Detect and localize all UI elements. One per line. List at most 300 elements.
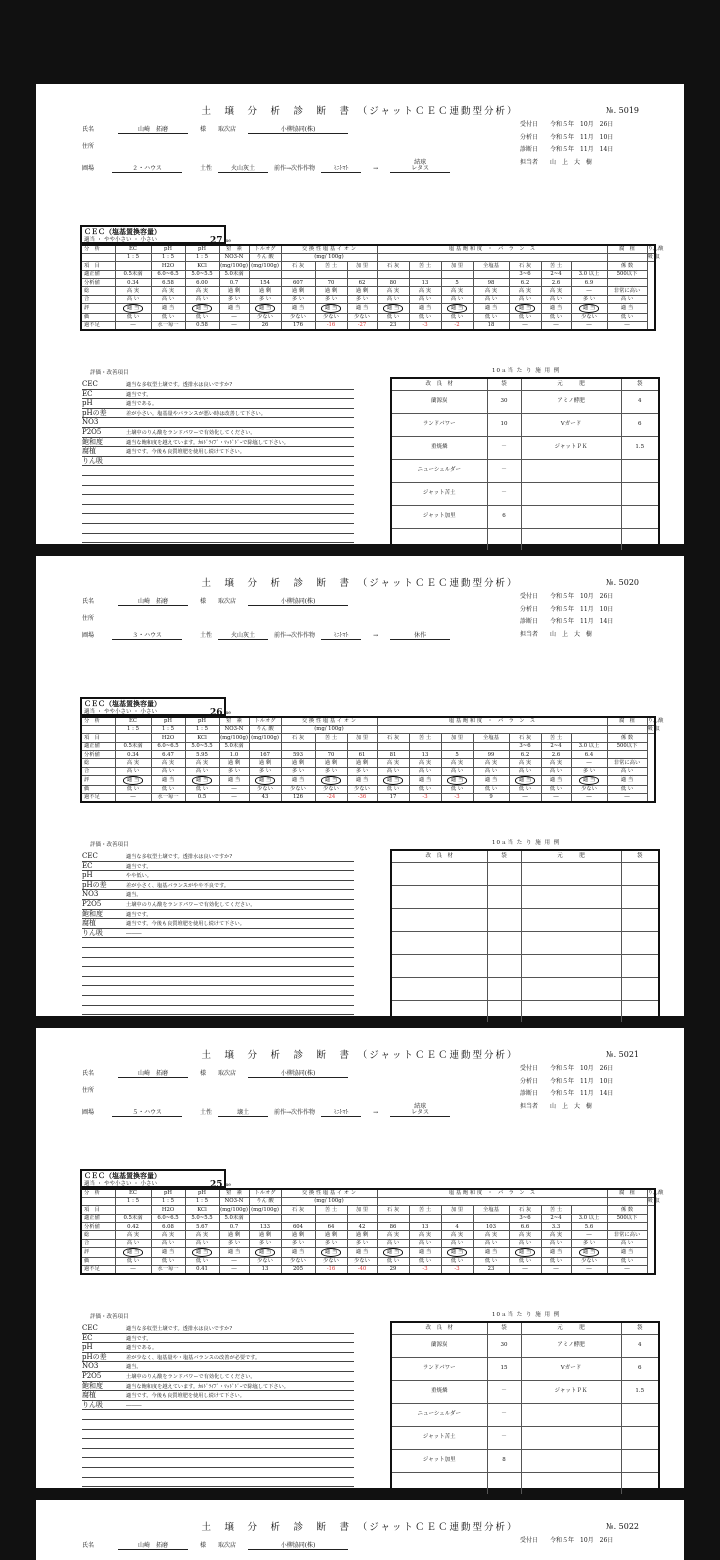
analysis-table: [80, 244, 664, 331]
remedy-table: [390, 849, 660, 1024]
table-cell: [571, 1206, 607, 1214]
evaluation-line: [82, 1478, 354, 1488]
evaluation-line: [82, 986, 354, 996]
remedy-cell: [521, 954, 621, 977]
table-cell: [377, 1197, 607, 1205]
remedy-header-cell: 改 良 材: [391, 378, 487, 390]
table-cell: 500以下: [607, 742, 647, 750]
remedy-header-cell: 元 肥: [521, 378, 621, 390]
table-cell: ―: [115, 1265, 151, 1273]
table-cell: [115, 1206, 151, 1214]
table-cell: ―: [509, 1265, 541, 1273]
table-cell: 石 灰: [509, 1206, 541, 1214]
table-cell: 過 剰: [249, 759, 281, 767]
table-cell: 593: [281, 751, 315, 759]
evaluation-line: [82, 862, 354, 872]
table-cell: [607, 751, 647, 759]
remedy-row: [391, 885, 659, 908]
table-cell: 過 剰: [281, 287, 315, 295]
remedy-cell: [621, 977, 659, 1000]
date-row: 診断日 令和５年 11月 14日: [520, 618, 614, 625]
table-cell: 高 実: [151, 1231, 185, 1239]
table-cell: 高 実: [441, 287, 473, 295]
table-cell: 29: [377, 1265, 409, 1273]
evaluation-line: [82, 1420, 354, 1430]
table-cell: 高 実: [185, 1231, 219, 1239]
table-cell: 86: [377, 1223, 409, 1231]
table-cell: 評: [81, 304, 115, 313]
table-cell: 多 い: [571, 1239, 607, 1247]
table-cell: 塩 基 飽 和 度 ・ バ ラ ン ス: [377, 1189, 607, 1197]
table-cell: 13: [409, 751, 441, 759]
table-cell: 窒 素: [219, 1189, 249, 1197]
remedy-row: [391, 1000, 659, 1023]
table-cell: 0.5未満: [115, 742, 151, 750]
table-cell: ―: [571, 1231, 607, 1239]
table-cell: 適 当: [219, 1248, 249, 1257]
evaluation-line: [82, 505, 354, 515]
evaluation-line: [82, 514, 354, 524]
remedy-cell: [487, 1472, 521, 1495]
evaluation-row: [81, 785, 655, 793]
table-cell: [607, 725, 647, 733]
table-cell: 81: [377, 751, 409, 759]
evaluation-key: pHの差: [82, 880, 107, 889]
table-cell: 高 い: [509, 767, 541, 775]
person-row: 担当者 山 上 大 樹: [520, 158, 593, 166]
table-cell: [571, 304, 607, 313]
table-cell: NO3-N: [219, 253, 249, 261]
remedy-cell: [621, 482, 659, 505]
table-cell: -3: [409, 793, 441, 801]
table-cell: 少ない: [315, 785, 347, 793]
evaluation-line: [82, 910, 354, 920]
table-cell: 126: [281, 793, 315, 801]
table-cell: 1 : 5: [185, 1197, 219, 1205]
table-cell: 腐 植: [607, 1189, 647, 1197]
evaluation-line: [82, 1401, 354, 1411]
table-cell: 分 析: [81, 245, 115, 253]
analysis-table: [80, 716, 664, 803]
remedy-cell: [621, 528, 659, 551]
remedy-cell: [621, 1403, 659, 1426]
table-cell: ―: [571, 287, 607, 295]
table-cell: 167: [249, 751, 281, 759]
date-row: 分析日 令和５年 11月 10日: [520, 605, 614, 613]
evaluation-list: [82, 852, 354, 1015]
table-cell: 過不足: [81, 321, 115, 329]
table-cell: 水一毎一: [151, 321, 185, 329]
remedy-cell: [521, 528, 621, 551]
report-title: 土 壌 分 析 診 断 書 （ジャットＣＥＣ連動型分析）: [201, 578, 519, 589]
table-cell: 過 剰: [281, 1231, 315, 1239]
table-cell: 0.58: [185, 321, 219, 329]
table-cell: 少ない: [347, 785, 377, 793]
table-cell: 低 い: [377, 313, 409, 321]
table-cell: [115, 1248, 151, 1257]
table-cell: 適 当: [607, 304, 647, 313]
table-cell: 低 い: [377, 785, 409, 793]
table-cell: [81, 725, 115, 733]
table-cell: 高 い: [185, 295, 219, 303]
evaluation-row: [81, 767, 655, 775]
evaluation-key: りん吸: [82, 928, 103, 937]
remedy-cell: ジャット加里: [391, 505, 487, 528]
evaluation-row: [81, 304, 655, 313]
remedy-cell: 10: [487, 413, 521, 436]
shortage-row: [81, 1265, 655, 1273]
table-cell: 23: [377, 321, 409, 329]
table-cell: [441, 270, 473, 278]
remedy-cell: [521, 1449, 621, 1472]
table-cell: 交 換 性 塩 基 イ オ ン: [281, 1189, 377, 1197]
table-cell: ―: [115, 321, 151, 329]
table-cell: [185, 776, 219, 785]
table-cell: 石 灰: [509, 734, 541, 742]
report-number: №. 5020: [606, 578, 640, 587]
table-cell: 高 い: [541, 295, 571, 303]
remedy-cell: アミノ酵肥: [521, 1334, 621, 1357]
header-row: [81, 253, 655, 261]
evaluation-line: [82, 996, 354, 1006]
table-cell: 適 当: [281, 1248, 315, 1257]
table-cell: 高 実: [509, 287, 541, 295]
table-cell: 4: [441, 1223, 473, 1231]
table-cell: ―: [571, 1265, 607, 1273]
table-cell: 非常に高い: [607, 1231, 647, 1239]
table-cell: [607, 279, 647, 287]
table-cell: 石 灰: [281, 734, 315, 742]
table-cell: 少ない: [315, 313, 347, 321]
table-cell: 多 い: [281, 1239, 315, 1247]
header-row: [81, 1189, 655, 1197]
evaluation-text: 適当です。: [126, 863, 152, 870]
table-cell: 多 い: [249, 1239, 281, 1247]
table-cell: 高 い: [115, 767, 151, 775]
table-cell: 高 い: [473, 1239, 509, 1247]
remedy-cell: [521, 505, 621, 528]
table-cell: 窒 素: [219, 245, 249, 253]
table-cell: [377, 776, 409, 785]
table-cell: トルオグ: [249, 717, 281, 725]
table-cell: 高 い: [151, 767, 185, 775]
table-cell: 項 目: [81, 262, 115, 270]
remedy-header-cell: 袋: [621, 1322, 659, 1334]
evaluation-text: ―――: [126, 1402, 142, 1409]
table-cell: 適 当: [607, 776, 647, 785]
table-cell: 適 当: [151, 776, 185, 785]
table-cell: 低 い: [151, 785, 185, 793]
table-cell: [377, 1248, 409, 1257]
table-cell: 高 実: [509, 759, 541, 767]
remedy-row: [391, 908, 659, 931]
evaluation-line: [82, 852, 354, 862]
selected-mark: 適 当: [255, 304, 275, 312]
selected-mark: 適 当: [192, 304, 212, 312]
table-cell: 項 目: [81, 1206, 115, 1214]
table-cell: -3: [441, 1265, 473, 1273]
table-cell: トルオグ: [249, 1189, 281, 1197]
table-cell: [315, 270, 347, 278]
remedy-row: [391, 505, 659, 528]
evaluation-row: [81, 1239, 655, 1247]
table-cell: 高 実: [441, 1231, 473, 1239]
evaluation-key: EC: [82, 861, 93, 870]
table-cell: 2~4: [541, 270, 571, 278]
standard-row: [81, 742, 655, 750]
evaluation-text: 適当です。: [126, 1335, 152, 1342]
customer-row: [82, 1070, 348, 1078]
table-cell: 低 い: [151, 1257, 185, 1265]
dealer-name: 小柳協同(株): [248, 1070, 348, 1078]
remedy-row: [391, 954, 659, 977]
table-cell: 低 い: [377, 1257, 409, 1265]
address-row: 住所: [82, 615, 95, 622]
table-cell: -36: [347, 793, 377, 801]
table-cell: 0.5未満: [115, 1214, 151, 1222]
table-cell: 過 剰: [347, 759, 377, 767]
table-cell: [441, 1214, 473, 1222]
table-cell: 適正値: [81, 742, 115, 750]
evaluation-key: りん吸: [82, 1400, 103, 1409]
evaluation-text: 土壌中のりん酸をランドパワーで有効化してください。: [126, 1373, 256, 1380]
table-cell: 多 い: [571, 767, 607, 775]
table-cell: 苦 土: [541, 1206, 571, 1214]
remedy-row: [391, 1426, 659, 1449]
table-cell: 多 い: [315, 767, 347, 775]
table-cell: 高 い: [473, 295, 509, 303]
table-cell: [281, 742, 315, 750]
table-cell: 1 : 5: [151, 725, 185, 733]
value-row: [81, 751, 655, 759]
evaluation-text: 適当です。: [126, 911, 152, 918]
table-cell: 6.47: [151, 751, 185, 759]
table-cell: 評: [81, 1248, 115, 1257]
remedy-header-row: [391, 378, 659, 390]
soil-label: 土性: [182, 632, 219, 639]
table-cell: 2.6: [541, 279, 571, 287]
table-cell: 高 実: [473, 1231, 509, 1239]
table-cell: 多 い: [347, 767, 377, 775]
table-cell: [115, 776, 151, 785]
table-cell: 適 当: [281, 304, 315, 313]
table-cell: 6.0~6.5: [151, 270, 185, 278]
table-cell: 高 い: [541, 767, 571, 775]
report-sheet: [36, 1028, 684, 1488]
table-cell: 5.6: [571, 1223, 607, 1231]
table-cell: [347, 742, 377, 750]
table-cell: [409, 742, 441, 750]
remedy-cell: －: [487, 1426, 521, 1449]
remedy-cell: [621, 885, 659, 908]
remedy-cell: [521, 1000, 621, 1023]
header-row: [81, 717, 655, 725]
table-cell: 高 い: [473, 767, 509, 775]
table-cell: 塩 基 飽 和 度 ・ バ ラ ン ス: [377, 245, 607, 253]
table-cell: 過 剰: [219, 759, 249, 767]
table-cell: 80: [377, 279, 409, 287]
evaluation-key: CEC: [82, 852, 98, 860]
field-label: 圃場: [82, 164, 113, 172]
remedy-row: [391, 862, 659, 885]
remedy-row: [391, 931, 659, 954]
table-cell: 高 実: [377, 759, 409, 767]
evaluation-row: [81, 759, 655, 767]
name-label: 氏名: [82, 1070, 119, 1077]
table-cell: 低 い: [541, 785, 571, 793]
table-cell: ―: [541, 793, 571, 801]
table-cell: 6.0~6.5: [151, 1214, 185, 1222]
person-row: 担当者 山 上 大 樹: [520, 1102, 593, 1110]
table-cell: (mg/ 100g): [281, 725, 377, 733]
table-cell: 3~6: [509, 270, 541, 278]
table-cell: りん酸: [647, 246, 664, 253]
selected-mark: 適 当: [579, 304, 599, 312]
table-cell: 0.5未満: [115, 270, 151, 278]
table-cell: 3.0 以上: [571, 1214, 607, 1222]
table-cell: 交 換 性 塩 基 イ オ ン: [281, 245, 377, 253]
table-cell: りん酸: [647, 718, 664, 725]
table-cell: 18: [473, 321, 509, 329]
table-cell: 適 当: [541, 304, 571, 313]
table-cell: 5.0未満: [219, 1214, 249, 1222]
table-cell: 高 い: [607, 1239, 647, 1247]
remedy-cell: [521, 1472, 621, 1495]
remedy-cell: [621, 954, 659, 977]
table-cell: 交 換 性 塩 基 イ オ ン: [281, 717, 377, 725]
table-cell: [441, 776, 473, 785]
table-cell: [473, 742, 509, 750]
table-cell: (mg/ 100g): [281, 253, 377, 261]
shortage-row: [81, 793, 655, 801]
table-cell: 多 い: [249, 295, 281, 303]
evaluation-line: [82, 1006, 354, 1016]
table-cell: 低 い: [115, 785, 151, 793]
remedy-cell: [487, 1000, 521, 1023]
table-cell: H2O: [151, 262, 185, 270]
value-row: [81, 279, 655, 287]
date-row: 診断日 令和５年 11月 14日: [520, 1090, 614, 1097]
table-cell: KCl: [185, 734, 219, 742]
table-cell: 1 : 5: [151, 1197, 185, 1205]
date-row: 受付日 令和５年 10月 26日: [520, 121, 614, 128]
table-cell: 適 当: [281, 776, 315, 785]
selected-mark: 適 当: [579, 1248, 599, 1256]
remedy-cell: －: [487, 459, 521, 482]
evaluation-line: [82, 890, 354, 900]
remedy-cell: [521, 459, 621, 482]
table-cell: 23: [473, 1265, 509, 1273]
remedy-cell: [487, 908, 521, 931]
remedy-cell: 6: [621, 1357, 659, 1380]
table-cell: 苦 土: [409, 1206, 441, 1214]
table-cell: りん 酸: [249, 253, 281, 261]
remedy-cell: [391, 908, 487, 931]
table-cell: 加 里: [441, 262, 473, 270]
cec-unit: me: [224, 711, 231, 716]
evaluation-line: [82, 447, 354, 457]
remedy-cell: 重焼燐: [391, 1380, 487, 1403]
remedy-cell: [521, 862, 621, 885]
table-cell: 加 里: [347, 262, 377, 270]
table-cell: 適 当: [151, 304, 185, 313]
evaluation-heading: 評価・改善項目: [90, 370, 129, 376]
table-cell: 高 い: [185, 767, 219, 775]
evaluation-line: [82, 1468, 354, 1478]
crop-prev: ﾐﾆﾄﾏﾄ: [321, 165, 361, 173]
table-cell: 70: [315, 751, 347, 759]
table-cell: 適 当: [473, 304, 509, 313]
table-cell: 塩 基 飽 和 度 ・ バ ラ ン ス: [377, 717, 607, 725]
table-cell: 非常に高い: [607, 759, 647, 767]
selected-mark: 適 当: [383, 304, 403, 312]
table-cell: 水一毎一: [151, 1265, 185, 1273]
table-cell: 多 い: [219, 1239, 249, 1247]
date-row: 分析日 令和５年 11月 10日: [520, 133, 614, 141]
remedy-cell: [621, 1426, 659, 1449]
table-cell: [377, 304, 409, 313]
table-cell: 少ない: [571, 1257, 607, 1265]
cec-options: 適当 ・ やや小さい ・ 小さい: [84, 709, 157, 715]
report-number: №. 5022: [606, 1522, 640, 1531]
table-cell: 0.34: [115, 279, 151, 287]
customer-row: [82, 1542, 348, 1550]
table-cell: 0.5: [185, 793, 219, 801]
selected-mark: 適 当: [123, 304, 143, 312]
table-cell: [509, 304, 541, 313]
remedy-header-cell: 袋: [621, 850, 659, 862]
table-cell: 合: [81, 1239, 115, 1247]
table-cell: [115, 304, 151, 313]
table-cell: 5: [441, 751, 473, 759]
table-cell: 多 い: [219, 295, 249, 303]
evaluation-line: [82, 476, 354, 486]
remedy-header-cell: 袋: [487, 1322, 521, 1334]
table-cell: 6.00: [185, 279, 219, 287]
table-cell: りん 酸: [249, 725, 281, 733]
evaluation-text: 適当な飽和度を越えています。ｶﾙﾄﾞﾗｲﾌﾞ・ﾏｯﾄﾞﾄﾞｰで除塩して下さい。: [126, 439, 289, 446]
table-cell: ―: [571, 793, 607, 801]
remedy-cell: [521, 908, 621, 931]
table-cell: 過 剰: [315, 1231, 347, 1239]
remedy-cell: 4: [621, 1334, 659, 1357]
evaluation-key: pH: [82, 399, 93, 408]
table-cell: 103: [473, 1223, 509, 1231]
cec-unit: me: [224, 239, 231, 244]
remedy-cell: [621, 931, 659, 954]
table-cell: [315, 742, 347, 750]
table-cell: 低 い: [509, 785, 541, 793]
table-cell: [607, 1223, 647, 1231]
table-cell: 低 い: [185, 313, 219, 321]
remedy-cell: [487, 954, 521, 977]
date-block: [520, 1065, 613, 1115]
table-cell: 苦 土: [541, 262, 571, 270]
report-number: №. 5021: [606, 1050, 640, 1059]
header-row: [81, 734, 655, 742]
table-cell: [571, 262, 607, 270]
table-cell: 石 灰: [377, 262, 409, 270]
table-cell: 加 里: [441, 734, 473, 742]
table-cell: 適 当: [409, 304, 441, 313]
remedy-cell: アミノ酵肥: [521, 390, 621, 413]
table-cell: 多 い: [347, 295, 377, 303]
evaluation-text: 土壌中のりん酸をランドパワーで有効化してください。: [126, 429, 256, 436]
header-row: [81, 725, 655, 733]
standard-row: [81, 270, 655, 278]
table-cell: 1 : 5: [151, 253, 185, 261]
table-cell: 分 析: [81, 717, 115, 725]
